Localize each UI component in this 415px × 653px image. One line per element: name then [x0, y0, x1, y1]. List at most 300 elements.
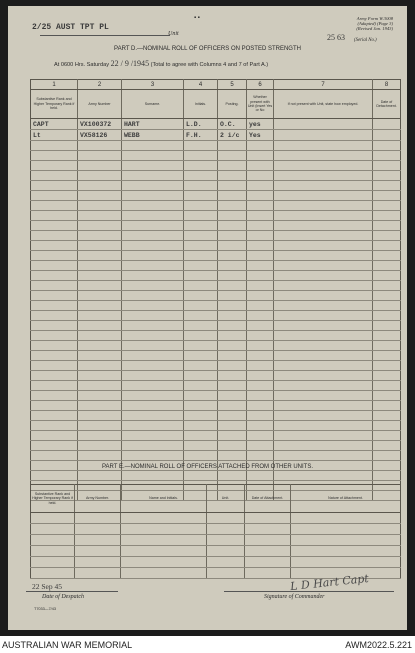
- blank-cell: [122, 401, 184, 411]
- header-e-army-number: Army Number.: [75, 485, 121, 513]
- blank-cell: [122, 241, 184, 251]
- table-row: [31, 411, 401, 421]
- blank-cell: [247, 471, 274, 481]
- blank-cell: [247, 201, 274, 211]
- blank-cell: [247, 251, 274, 261]
- blank-cell: [31, 568, 75, 579]
- blank-cell: [78, 251, 122, 261]
- blank-cell: [184, 361, 218, 371]
- blank-cell: [274, 361, 373, 371]
- blank-cell: [218, 211, 247, 221]
- table-row: [31, 211, 401, 221]
- blank-cell: [274, 271, 373, 281]
- blank-cell: [247, 451, 274, 461]
- table-row: [31, 191, 401, 201]
- blank-cell: [31, 331, 78, 341]
- blank-cell: [207, 568, 245, 579]
- blank-cell: [184, 251, 218, 261]
- blank-cell: [207, 535, 245, 546]
- blank-cell: [373, 321, 401, 331]
- blank-cell: [122, 321, 184, 331]
- blank-cell: [218, 241, 247, 251]
- cell-posting: 2 i/c: [218, 130, 247, 141]
- cell-initials: F.H.: [184, 130, 218, 141]
- blank-cell: [184, 201, 218, 211]
- blank-cell: [245, 513, 291, 524]
- blank-cell: [184, 231, 218, 241]
- blank-cell: [274, 151, 373, 161]
- blank-cell: [274, 401, 373, 411]
- table-row: [31, 241, 401, 251]
- date-suffix: (Total to agree with Columns 4 and 7 of Part A.): [150, 62, 269, 68]
- blank-cell: [373, 381, 401, 391]
- despatch-date: 22 Sep 45: [32, 582, 62, 591]
- blank-cell: [373, 181, 401, 191]
- blank-cell: [122, 271, 184, 281]
- blank-cell: [373, 141, 401, 151]
- blank-cell: [78, 161, 122, 171]
- blank-cell: [247, 421, 274, 431]
- cell-rank: CAPT: [31, 119, 78, 130]
- blank-cell: [218, 151, 247, 161]
- header-present: Whether present with Unit (Insert Yes or No: [247, 90, 274, 119]
- blank-cell: [122, 341, 184, 351]
- blank-cell: [274, 191, 373, 201]
- blank-cell: [31, 201, 78, 211]
- blank-cell: [122, 301, 184, 311]
- blank-cell: [31, 161, 78, 171]
- blank-cell: [247, 381, 274, 391]
- cell-present: yes: [247, 119, 274, 130]
- blank-cell: [218, 201, 247, 211]
- form-reference: [356, 16, 393, 31]
- blank-cell: [78, 311, 122, 321]
- blank-cell: [31, 271, 78, 281]
- blank-cell: [121, 524, 207, 535]
- table-row: [31, 371, 401, 381]
- table-row: [31, 331, 401, 341]
- blank-cell: [245, 535, 291, 546]
- table-row: [31, 441, 401, 451]
- serial-number: 25 63: [327, 33, 345, 42]
- unit-name: 2/25 AUST TPT PL: [32, 23, 109, 32]
- blank-cell: [184, 221, 218, 231]
- blank-cell: [274, 301, 373, 311]
- blank-cell: [373, 171, 401, 181]
- blank-cell: [122, 471, 184, 481]
- blank-cell: [274, 281, 373, 291]
- blank-cell: [373, 401, 401, 411]
- blank-cell: [373, 431, 401, 441]
- blank-cell: [274, 441, 373, 451]
- blank-cell: [218, 361, 247, 371]
- blank-cell: [122, 171, 184, 181]
- form-ref-line-3: (Revised Jan. 1943): [356, 26, 393, 31]
- cell-posting: O.C.: [218, 119, 247, 130]
- table-row: [31, 421, 401, 431]
- blank-cell: [122, 441, 184, 451]
- blank-cell: [31, 141, 78, 151]
- blank-cell: [122, 411, 184, 421]
- blank-cell: [218, 191, 247, 201]
- blank-cell: [247, 181, 274, 191]
- table-row: [31, 311, 401, 321]
- table-row: [31, 451, 401, 461]
- header-detachment: Date of Detachment.: [373, 90, 401, 119]
- blank-cell: [218, 431, 247, 441]
- blank-cell: [75, 546, 121, 557]
- column-number: 3: [122, 80, 184, 90]
- blank-cell: [78, 271, 122, 281]
- blank-cell: [247, 371, 274, 381]
- header-posting: Posting.: [218, 90, 247, 119]
- blank-cell: [122, 281, 184, 291]
- cell-detachment: [373, 119, 401, 130]
- blank-cell: [31, 301, 78, 311]
- date-year: 5: [145, 59, 150, 68]
- blank-cell: [373, 391, 401, 401]
- blank-cell: [184, 171, 218, 181]
- blank-cell: [78, 351, 122, 361]
- cell-surname: WEBB: [122, 130, 184, 141]
- blank-cell: [184, 421, 218, 431]
- blank-cell: [274, 291, 373, 301]
- blank-cell: [78, 331, 122, 341]
- blank-cell: [247, 171, 274, 181]
- blank-cell: [207, 524, 245, 535]
- blank-cell: [291, 513, 401, 524]
- blank-cell: [373, 241, 401, 251]
- blank-cell: [274, 341, 373, 351]
- blank-cell: [218, 321, 247, 331]
- blank-cell: [31, 191, 78, 201]
- blank-cell: [274, 411, 373, 421]
- blank-cell: [184, 321, 218, 331]
- blank-cell: [122, 191, 184, 201]
- blank-cell: [373, 451, 401, 461]
- blank-cell: [373, 161, 401, 171]
- blank-cell: [31, 546, 75, 557]
- blank-cell: [78, 141, 122, 151]
- blank-cell: [207, 546, 245, 557]
- blank-cell: [184, 451, 218, 461]
- punch-mark: ▪ ▪: [194, 15, 200, 21]
- blank-cell: [184, 371, 218, 381]
- cell-army-number: VX100372: [78, 119, 122, 130]
- blank-cell: [78, 431, 122, 441]
- blank-cell: [247, 431, 274, 441]
- commander-signature: L D Hart Capt: [289, 571, 370, 594]
- cell-employment: [274, 130, 373, 141]
- blank-cell: [78, 181, 122, 191]
- blank-cell: [373, 271, 401, 281]
- blank-cell: [31, 151, 78, 161]
- blank-cell: [78, 151, 122, 161]
- blank-cell: [122, 201, 184, 211]
- blank-cell: [373, 371, 401, 381]
- header-e-rank: Substantive Rank and Higher Temporary Rank if held.: [31, 485, 75, 513]
- blank-cell: [78, 191, 122, 201]
- blank-cell: [31, 471, 78, 481]
- blank-cell: [31, 441, 78, 451]
- blank-cell: [78, 241, 122, 251]
- table-row: [31, 221, 401, 231]
- blank-cell: [31, 513, 75, 524]
- print-code: T7033—7/43: [34, 607, 56, 611]
- blank-cell: [31, 231, 78, 241]
- blank-cell: [274, 171, 373, 181]
- blank-cell: [184, 261, 218, 271]
- archive-caption: [0, 640, 415, 653]
- blank-cell: [31, 291, 78, 301]
- blank-cell: [184, 241, 218, 251]
- blank-cell: [373, 421, 401, 431]
- header-surname: Surname.: [122, 90, 184, 119]
- blank-cell: [78, 421, 122, 431]
- blank-cell: [122, 311, 184, 321]
- table-row: [31, 281, 401, 291]
- blank-cell: [274, 161, 373, 171]
- blank-cell: [247, 281, 274, 291]
- part-e-blank-rows: [31, 513, 401, 579]
- blank-cell: [78, 391, 122, 401]
- archive-institution: AUSTRALIAN WAR MEMORIAL: [2, 640, 133, 650]
- archive-accession: AWM2022.5.221: [345, 640, 412, 650]
- blank-cell: [75, 513, 121, 524]
- blank-cell: [247, 151, 274, 161]
- blank-cell: [184, 271, 218, 281]
- blank-cell: [218, 231, 247, 241]
- blank-cell: [218, 281, 247, 291]
- blank-cell: [31, 557, 75, 568]
- column-number: 6: [247, 80, 274, 90]
- cell-present: Yes: [247, 130, 274, 141]
- cell-detachment: [373, 130, 401, 141]
- cell-rank: Lt: [31, 130, 78, 141]
- blank-cell: [247, 311, 274, 321]
- blank-cell: [207, 513, 245, 524]
- blank-cell: [184, 301, 218, 311]
- table-row: [31, 161, 401, 171]
- blank-cell: [247, 141, 274, 151]
- blank-cell: [122, 381, 184, 391]
- form-ref-line-2: (Adapted) (Page 3): [357, 21, 393, 26]
- blank-cell: [31, 535, 75, 546]
- table-row: [31, 546, 401, 557]
- column-number-row: [31, 80, 401, 90]
- header-initials: Initials.: [184, 90, 218, 119]
- table-row: [31, 119, 401, 130]
- blank-cell: [247, 291, 274, 301]
- part-d-table: [30, 79, 401, 501]
- blank-cell: [31, 361, 78, 371]
- part-e-title: PART E.—NOMINAL ROLL OF OFFICERS ATTACHED FROM OTHER UNITS.: [101, 464, 314, 470]
- blank-cell: [121, 513, 207, 524]
- blank-cell: [373, 201, 401, 211]
- blank-cell: [373, 221, 401, 231]
- blank-cell: [247, 401, 274, 411]
- blank-cell: [218, 171, 247, 181]
- blank-cell: [373, 301, 401, 311]
- blank-cell: [218, 291, 247, 301]
- blank-cell: [184, 391, 218, 401]
- blank-cell: [184, 431, 218, 441]
- blank-cell: [184, 471, 218, 481]
- blank-cell: [184, 161, 218, 171]
- blank-cell: [274, 251, 373, 261]
- blank-cell: [274, 371, 373, 381]
- blank-cell: [373, 151, 401, 161]
- blank-cell: [184, 211, 218, 221]
- blank-cell: [218, 311, 247, 321]
- blank-cell: [247, 211, 274, 221]
- blank-cell: [373, 311, 401, 321]
- blank-cell: [373, 251, 401, 261]
- blank-cell: [78, 471, 122, 481]
- blank-cell: [247, 361, 274, 371]
- column-number: 7: [274, 80, 373, 90]
- blank-cell: [247, 411, 274, 421]
- serial-label: (Serial No.): [354, 38, 377, 43]
- blank-cell: [218, 341, 247, 351]
- table-row: [31, 291, 401, 301]
- blank-cell: [121, 546, 207, 557]
- table-row: [31, 381, 401, 391]
- blank-cell: [78, 281, 122, 291]
- blank-cell: [218, 181, 247, 191]
- blank-cell: [184, 331, 218, 341]
- blank-cell: [373, 471, 401, 481]
- table-row: [31, 151, 401, 161]
- blank-cell: [373, 291, 401, 301]
- header-employment: If not present with Unit, state how employed.: [274, 90, 373, 119]
- blank-cell: [78, 451, 122, 461]
- blank-cell: [245, 568, 291, 579]
- blank-cell: [78, 171, 122, 181]
- blank-cell: [218, 161, 247, 171]
- blank-cell: [184, 151, 218, 161]
- table-row: [31, 351, 401, 361]
- blank-cell: [247, 221, 274, 231]
- table-row: [31, 201, 401, 211]
- blank-cell: [31, 341, 78, 351]
- blank-cell: [122, 361, 184, 371]
- despatch-label: Date of Despatch: [42, 594, 84, 600]
- table-row: [31, 391, 401, 401]
- blank-cell: [184, 401, 218, 411]
- cell-initials: L.D.: [184, 119, 218, 130]
- blank-cell: [78, 231, 122, 241]
- blank-cell: [218, 391, 247, 401]
- blank-cell: [78, 291, 122, 301]
- blank-cell: [184, 351, 218, 361]
- despatch-underline: [26, 591, 118, 592]
- table-row: [31, 181, 401, 191]
- blank-cell: [274, 211, 373, 221]
- header-e-name: Name and Initials.: [121, 485, 207, 513]
- table-row: [31, 471, 401, 481]
- blank-cell: [184, 291, 218, 301]
- blank-cell: [78, 441, 122, 451]
- blank-cell: [78, 201, 122, 211]
- blank-cell: [274, 451, 373, 461]
- blank-cell: [218, 351, 247, 361]
- table-row: [31, 321, 401, 331]
- blank-cell: [31, 411, 78, 421]
- blank-cell: [274, 201, 373, 211]
- blank-cell: [373, 261, 401, 271]
- blank-cell: [274, 431, 373, 441]
- form-ref-line-1: Army Form W.3008: [356, 16, 393, 21]
- blank-cell: [218, 421, 247, 431]
- army-form-page: [8, 6, 407, 630]
- blank-cell: [31, 181, 78, 191]
- blank-cell: [31, 171, 78, 181]
- table-row: [31, 524, 401, 535]
- blank-cell: [31, 261, 78, 271]
- blank-cell: [218, 451, 247, 461]
- blank-cell: [207, 557, 245, 568]
- blank-cell: [274, 141, 373, 151]
- blank-cell: [274, 261, 373, 271]
- blank-cell: [122, 251, 184, 261]
- cell-employment: [274, 119, 373, 130]
- blank-cell: [122, 431, 184, 441]
- table-row: [31, 535, 401, 546]
- blank-cell: [247, 231, 274, 241]
- blank-cell: [122, 371, 184, 381]
- blank-cell: [122, 161, 184, 171]
- signature-underline: [224, 591, 394, 592]
- blank-cell: [31, 241, 78, 251]
- table-row: [31, 251, 401, 261]
- cell-surname: HART: [122, 119, 184, 130]
- blank-cell: [373, 351, 401, 361]
- blank-cell: [78, 321, 122, 331]
- column-number: 5: [218, 80, 247, 90]
- blank-cell: [78, 211, 122, 221]
- table-row: [31, 431, 401, 441]
- blank-cell: [122, 151, 184, 161]
- blank-cell: [274, 231, 373, 241]
- blank-cell: [122, 181, 184, 191]
- blank-cell: [31, 251, 78, 261]
- column-header-row: [31, 90, 401, 119]
- blank-cell: [122, 391, 184, 401]
- blank-cell: [75, 557, 121, 568]
- table-row: [31, 401, 401, 411]
- table-row: [31, 141, 401, 151]
- blank-cell: [218, 411, 247, 421]
- blank-cell: [274, 381, 373, 391]
- blank-cell: [75, 568, 121, 579]
- blank-cell: [31, 431, 78, 441]
- blank-cell: [373, 341, 401, 351]
- blank-cell: [218, 371, 247, 381]
- blank-cell: [184, 311, 218, 321]
- blank-cell: [373, 361, 401, 371]
- table-row: [31, 341, 401, 351]
- blank-cell: [31, 524, 75, 535]
- part-e-header-row: [31, 485, 401, 513]
- header-army-number: Army Number: [78, 90, 122, 119]
- blank-cell: [78, 371, 122, 381]
- blank-cell: [247, 351, 274, 361]
- blank-cell: [247, 161, 274, 171]
- blank-cell: [218, 251, 247, 261]
- unit-label: Unit: [168, 31, 179, 37]
- blank-cell: [291, 524, 401, 535]
